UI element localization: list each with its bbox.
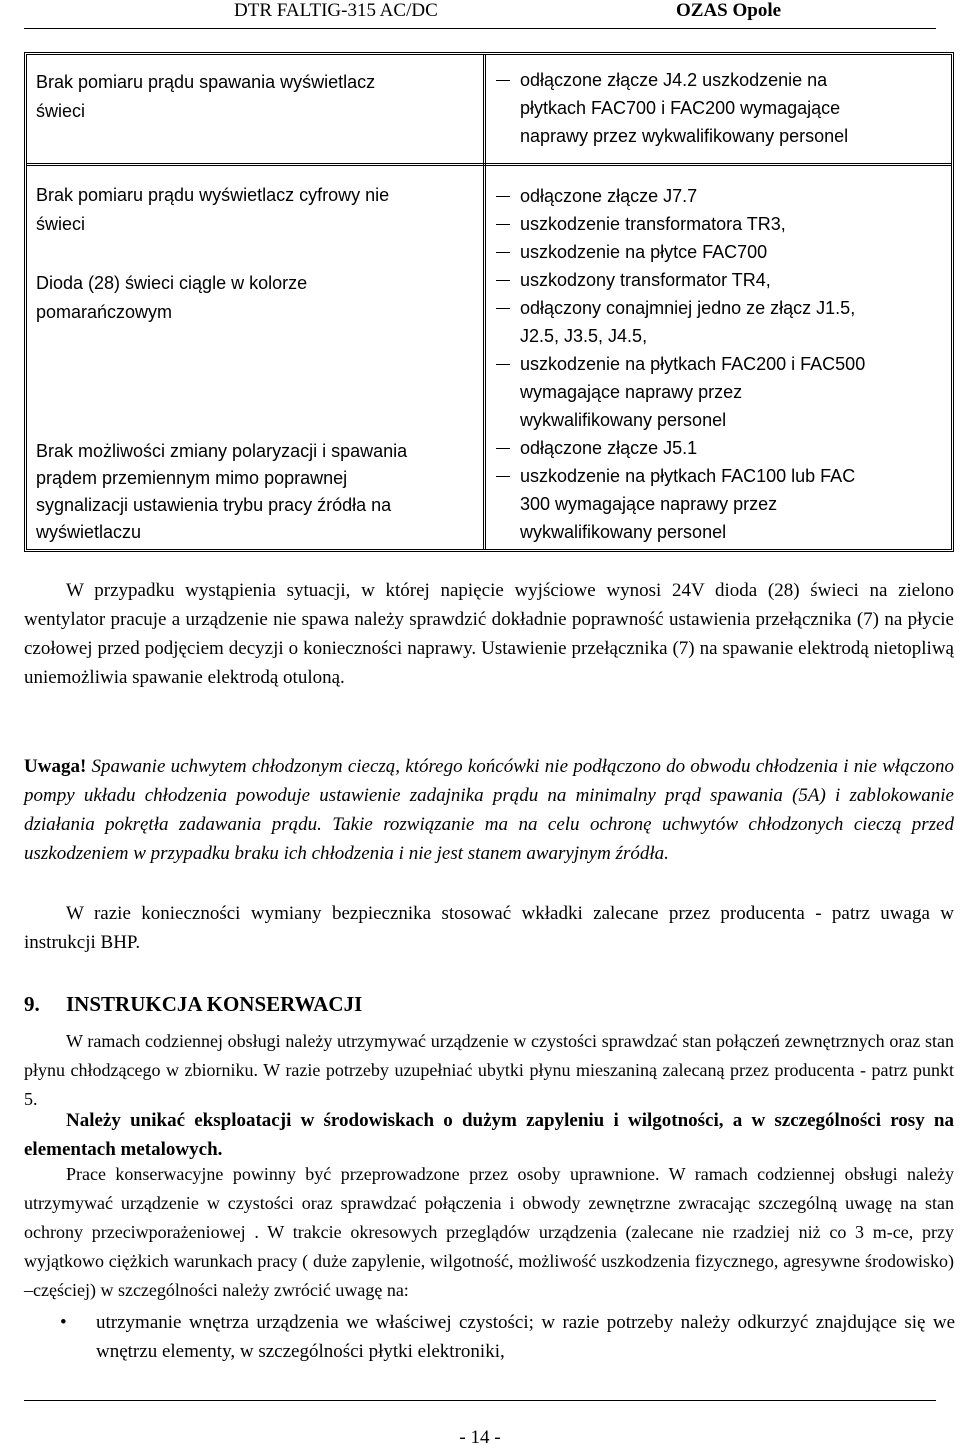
cause-item: odłączone złącze J5.1 — [490, 434, 950, 462]
dash-icon — [496, 196, 510, 197]
warning-label: Uwaga! — [24, 756, 87, 777]
paragraph-maintenance-scope: Prace konserwacyjne powinny być przeprowadzone przez osoby uprawnione. W ramach codziennej obsługi należy utrzymywać urządzenie w czystości oraz sprawdzać połączenia i obwody zewnętrzne zwracając szczególną uwagę na stan ochrony przeciwporażeniowej . W trakcie okresowych przeglądów urządzenia (zalecane nie rzadziej niż co 3 m-ce, przy wyjątkowo ciężkich warunkach pracy ( duże zapylenie, wilgotność, możliwość uszkodzenia fizycznego, agresywne środowisko) –częściej) w szczególności należy zwrócić uwagę na: — [24, 1164, 954, 1300]
dash-icon — [496, 364, 510, 365]
section-heading: 9. INSTRUKCJA KONSERWACJI — [24, 992, 363, 1016]
paragraph-fuse: W razie konieczności wymiany bezpiecznika stosować wkładki zalecane przez producenta - patrz uwaga w instrukcji BHP. — [24, 903, 954, 953]
dash-icon — [496, 80, 510, 81]
cause-item: uszkodzony transformator TR4, — [490, 266, 950, 294]
header-document-id: DTR FALTIG-315 AC/DC — [234, 0, 438, 21]
dash-icon — [496, 308, 510, 309]
cause-item: uszkodzenie na płytce FAC700 — [490, 238, 950, 266]
header-company: OZAS Opole — [676, 0, 782, 21]
cause-item: uszkodzenie na płytkach FAC100 lub FAC 300 wymagające naprawy przez wykwalifikowany personel — [490, 462, 950, 546]
table-column-divider — [483, 55, 486, 549]
paragraph-environment-warning: Należy unikać eksploatacji w środowiskach o dużym zapyleniu i wilgotności, a w szczególności rosy na elementach metalowych. — [24, 1110, 954, 1160]
symptom-polarity: Brak możliwości zmiany polaryzacji i spawania prądem przemiennym mimo poprawnej sygnalizacji ustawienia trybu pracy źródła na wyświetlaczu — [36, 441, 408, 542]
list-item: • utrzymanie wnętrza urządzenia we właściwej czystości; w razie potrzeby należy odkurzyć znajdujące się we wnętrzu elementy, w szczególności płytki elektroniki, — [60, 1308, 955, 1366]
page-footer — [24, 1400, 936, 1448]
table-row-divider — [27, 163, 951, 166]
dash-icon — [496, 476, 510, 477]
causes-row1 — [490, 66, 950, 150]
symptom-current-measure: Brak pomiaru prądu spawania wyświetlacz świeci — [36, 72, 376, 121]
page-header — [24, 0, 936, 29]
cause-item: odłączone złącze J4.2 uszkodzenie na płytkach FAC700 i FAC200 wymagające naprawy przez wykwalifikowany personel — [490, 66, 950, 150]
paragraph-warning: Uwaga! Spawanie uchwytem chłodzonym cieczą, którego końcówki nie podłączono do obwodu chłodzenia i nie włączono pompy układu chłodzenia powoduje ustawienie zadajnika prądu na minimalny prąd spawania (5A) i zablokowanie działania pokrętła zadawania prądu. Takie rozwiązanie ma na celu ochronę uchwytów chłodzonych cieczą przed uszkodzeniem w przypadku braku ich chłodzenia i nie jest stanem awaryjnym źródła. — [24, 756, 954, 864]
cause-item: uszkodzenie na płytkach FAC200 i FAC500 wymagające naprawy przez wykwalifikowany personel — [490, 350, 950, 434]
paragraph-24v-check: W przypadku wystąpienia sytuacji, w której napięcie wyjściowe wynosi 24V dioda (28) świeci na zielono wentylator pracuje a urządzenie nie spawa należy sprawdzić dokładnie poprawność ustawienia przełącznika (7) na płycie czołowej przed podjęciem decyzji o konieczności naprawy. Ustawienie przełącznika (7) na spawanie elektrodą nietopliwą uniemożliwia spawanie elektrodą otuloną. — [24, 580, 954, 688]
causes-row2 — [490, 182, 950, 546]
cause-item: odłączone złącze J7.7 — [490, 182, 950, 210]
bullet-icon: • — [60, 1312, 67, 1333]
dash-icon — [496, 448, 510, 449]
dash-icon — [496, 224, 510, 225]
symptom-display-off: Brak pomiaru prądu wyświetlacz cyfrowy nie świeci — [36, 185, 390, 234]
symptom-led-orange: Dioda (28) świeci ciągle w kolorze pomarańczowym — [36, 273, 308, 322]
dash-icon — [496, 280, 510, 281]
cause-item: uszkodzenie transformatora TR3, — [490, 210, 950, 238]
page-number: - 14 - — [459, 1427, 501, 1448]
dash-icon — [496, 252, 510, 253]
paragraph-daily-maintenance: W ramach codziennej obsługi należy utrzymywać urządzenie w czystości sprawdzać stan połączeń zewnętrznych oraz stan płynu chłodzącego w zbiorniku. W razie potrzeby uzupełniać ubytki płynu mieszaniną zalecaną przez producenta - patrz punkt 5. — [24, 1031, 954, 1109]
cause-item: odłączony conajmniej jedno ze złącz J1.5, J2.5, J3.5, J4.5, — [490, 294, 950, 350]
